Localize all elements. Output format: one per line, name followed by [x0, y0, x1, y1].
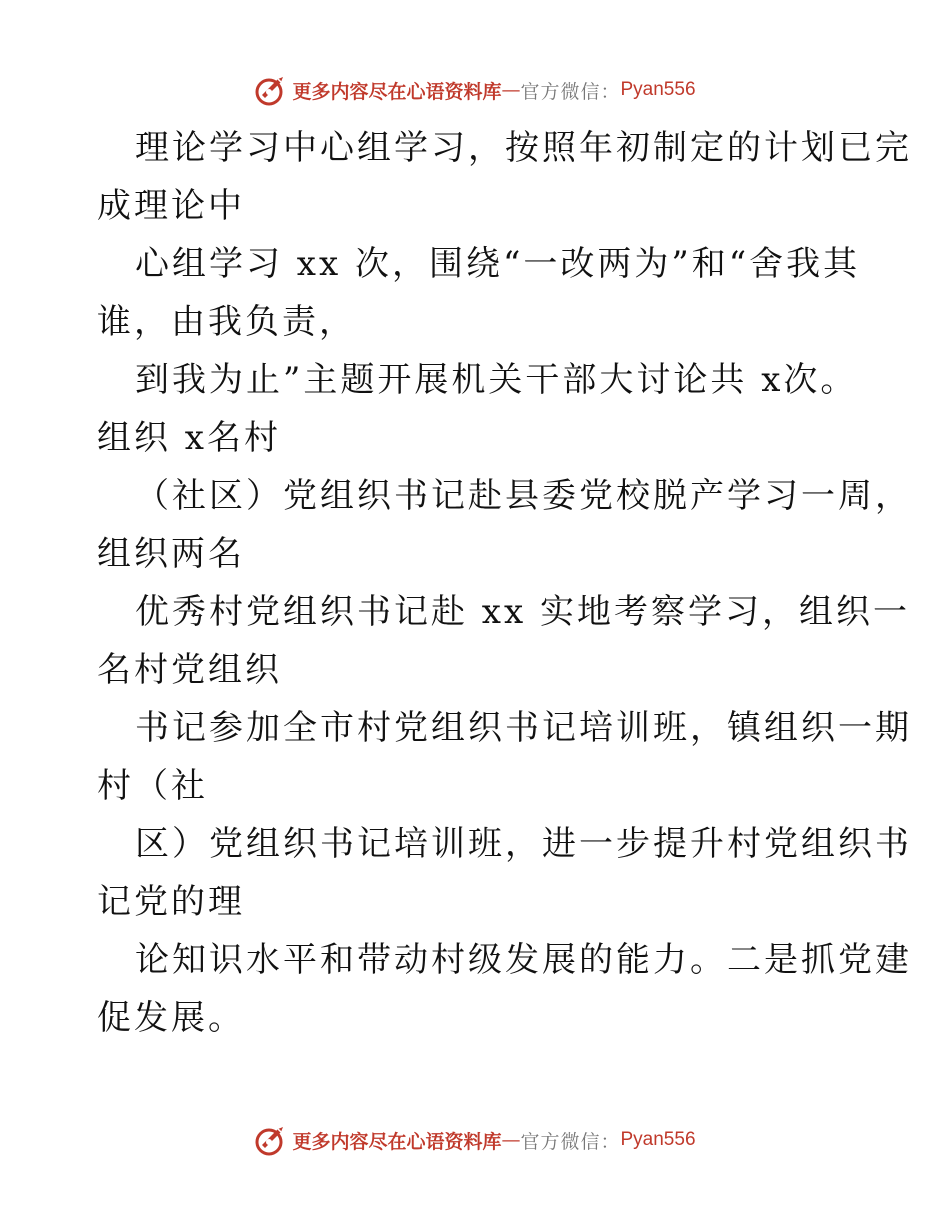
header-banner [0, 70, 950, 110]
separator-dash: — [501, 79, 521, 101]
separator-dash: — [501, 1129, 521, 1151]
paragraph-line: 理论学习中心组学习，按照年初制定的计划已完 [135, 128, 912, 168]
paragraph-line: 心组学习 xx 次，围绕“一改两为”和“舍我其 [135, 244, 861, 284]
pen-logo-icon [254, 73, 288, 107]
wechat-account: Pyan556 [620, 1129, 696, 1150]
paragraph-line: 区）党组织书记培训班，进一步提升村党组织书 [135, 824, 912, 864]
paragraph-line: 促发展。 [97, 998, 245, 1038]
paragraph-line: 成理论中 [97, 186, 245, 226]
paragraph-line: 论知识水平和带动村级发展的能力。二是抓党建 [135, 940, 912, 980]
paragraph-line: 组织 x名村 [97, 418, 281, 458]
paragraph-line: 名村党组织 [97, 650, 282, 690]
paragraph-line: 组织两名 [97, 534, 245, 574]
pen-logo-icon [254, 1123, 288, 1157]
site-name: 更多内容尽在心语资料库 [292, 1130, 502, 1153]
wechat-account: Pyan556 [620, 79, 696, 100]
paragraph-line: （社区）党组织书记赴县委党校脱产学习一周， [135, 476, 912, 516]
wechat-label: 官方微信： [520, 1130, 621, 1153]
footer-banner [0, 1120, 950, 1160]
paragraph-line: 优秀村党组织书记赴 xx 实地考察学习，组织一 [135, 592, 910, 632]
site-name: 更多内容尽在心语资料库 [292, 80, 502, 103]
paragraph-line: 记党的理 [97, 882, 245, 922]
paragraph-line: 到我为止”主题开展机关干部大讨论共 x次。 [135, 360, 858, 400]
paragraph-line: 谁，由我负责， [97, 302, 356, 342]
paragraph-line: 村（社 [97, 766, 208, 806]
wechat-label: 官方微信： [520, 80, 621, 103]
paragraph-line: 书记参加全市村党组织书记培训班，镇组织一期 [135, 708, 912, 748]
